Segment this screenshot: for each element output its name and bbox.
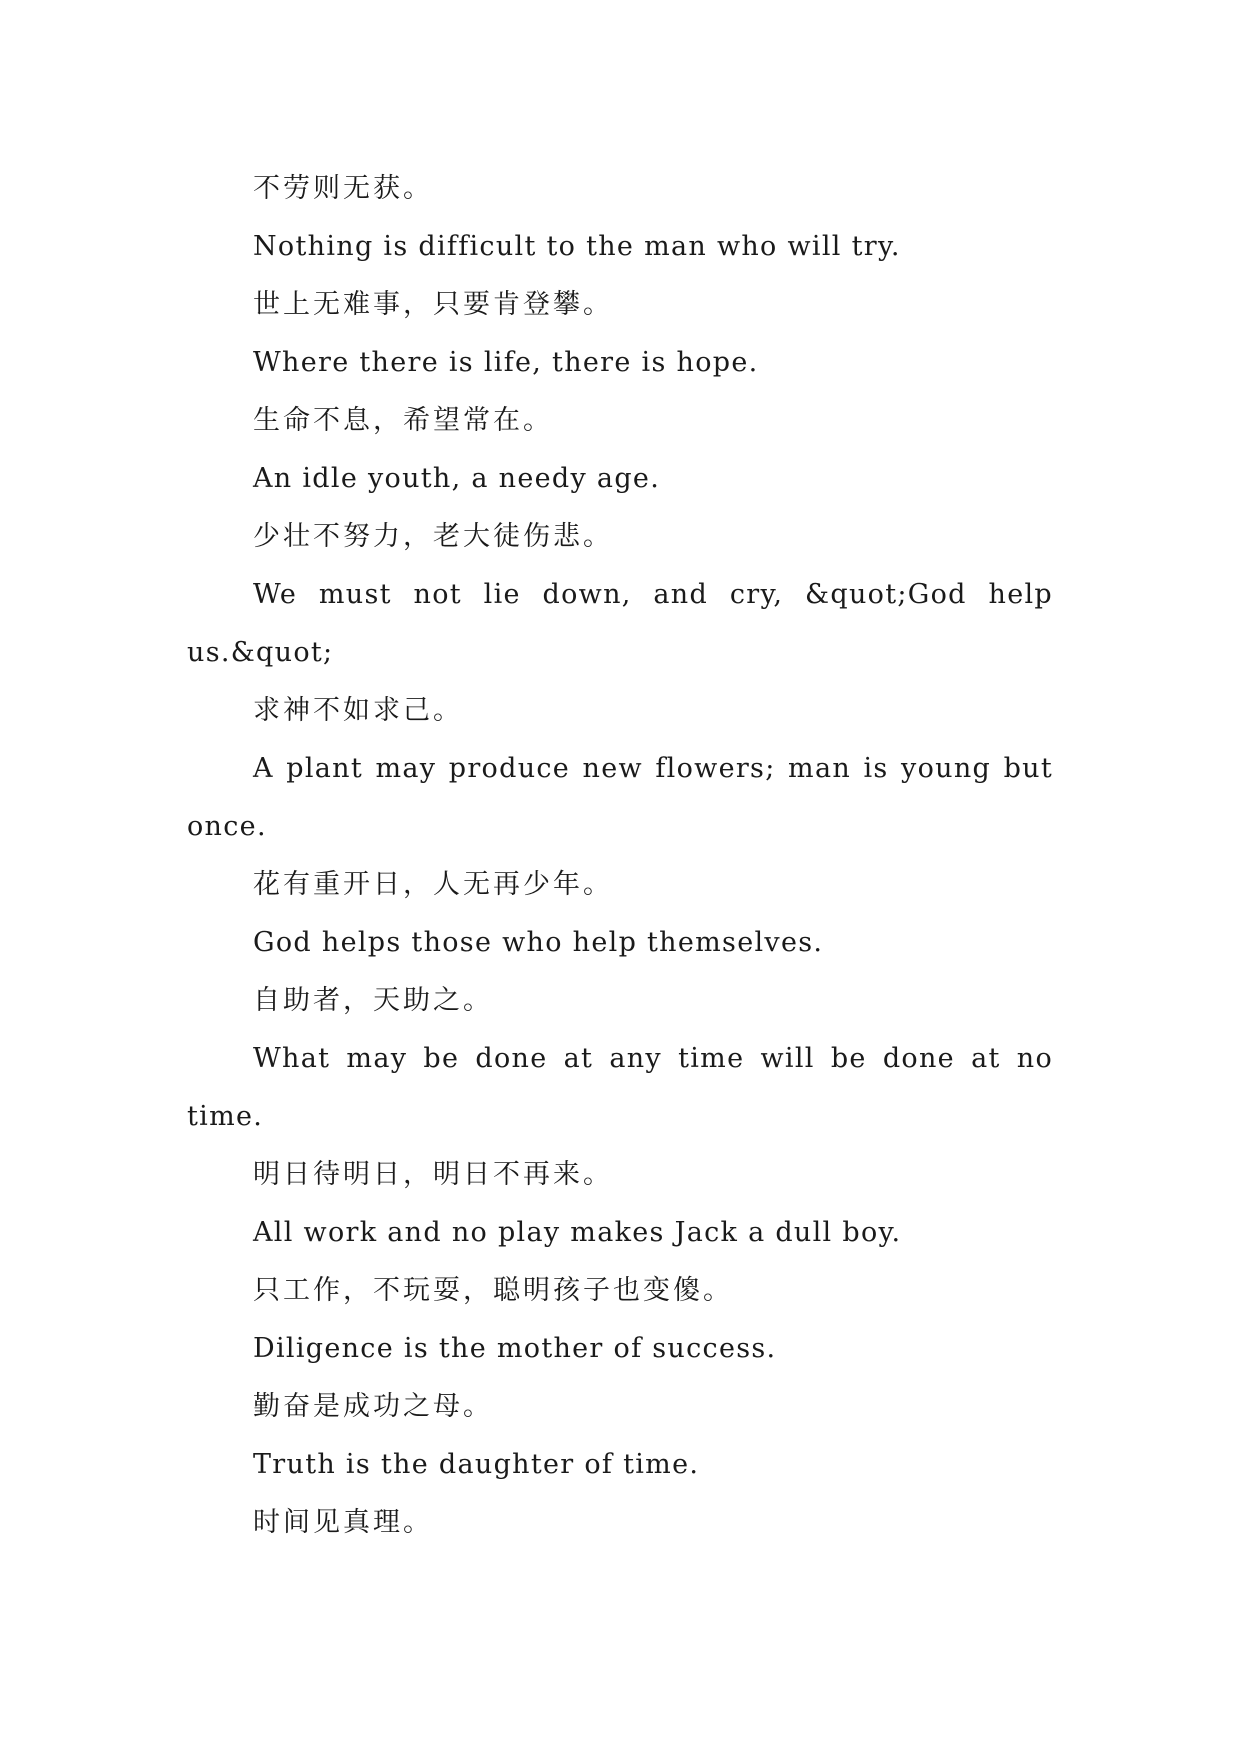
document-body <box>187 160 1053 1552</box>
paragraph-1: 不劳则无获。 <box>253 173 433 204</box>
paragraph-20: Truth is the daughter of time. <box>253 1449 700 1480</box>
paragraph-6: An idle youth, a needy age. <box>253 463 661 494</box>
paragraph-3: 世上无难事，只要肯登攀。 <box>253 289 613 320</box>
paragraph-13: 自助者，天助之。 <box>253 985 493 1016</box>
paragraph-19: 勤奋是成功之母。 <box>253 1391 493 1422</box>
paragraph-10: A plant may produce new flowers; man is young but once. <box>187 753 1053 842</box>
paragraph-2: Nothing is difficult to the man who will try. <box>253 231 901 262</box>
paragraph-16: All work and no play makes Jack a dull boy. <box>253 1217 902 1248</box>
paragraph-4: Where there is life, there is hope. <box>253 347 759 378</box>
paragraph-7: 少壮不努力，老大徒伤悲。 <box>253 521 613 552</box>
paragraph-5: 生命不息，希望常在。 <box>253 405 553 436</box>
paragraph-15: 明日待明日，明日不再来。 <box>253 1159 613 1190</box>
paragraph-12: God helps those who help themselves. <box>253 927 824 958</box>
paragraph-21: 时间见真理。 <box>253 1507 433 1538</box>
paragraph-18: Diligence is the mother of success. <box>253 1333 777 1364</box>
paragraph-11: 花有重开日，人无再少年。 <box>253 869 613 900</box>
paragraph-14: What may be done at any time will be done at no time. <box>187 1043 1053 1132</box>
paragraph-8: We must not lie down, and cry, &quot;God help us.&quot; <box>187 579 1053 668</box>
paragraph-9: 求神不如求己。 <box>253 695 463 726</box>
paragraph-17: 只工作，不玩耍，聪明孩子也变傻。 <box>253 1275 733 1306</box>
